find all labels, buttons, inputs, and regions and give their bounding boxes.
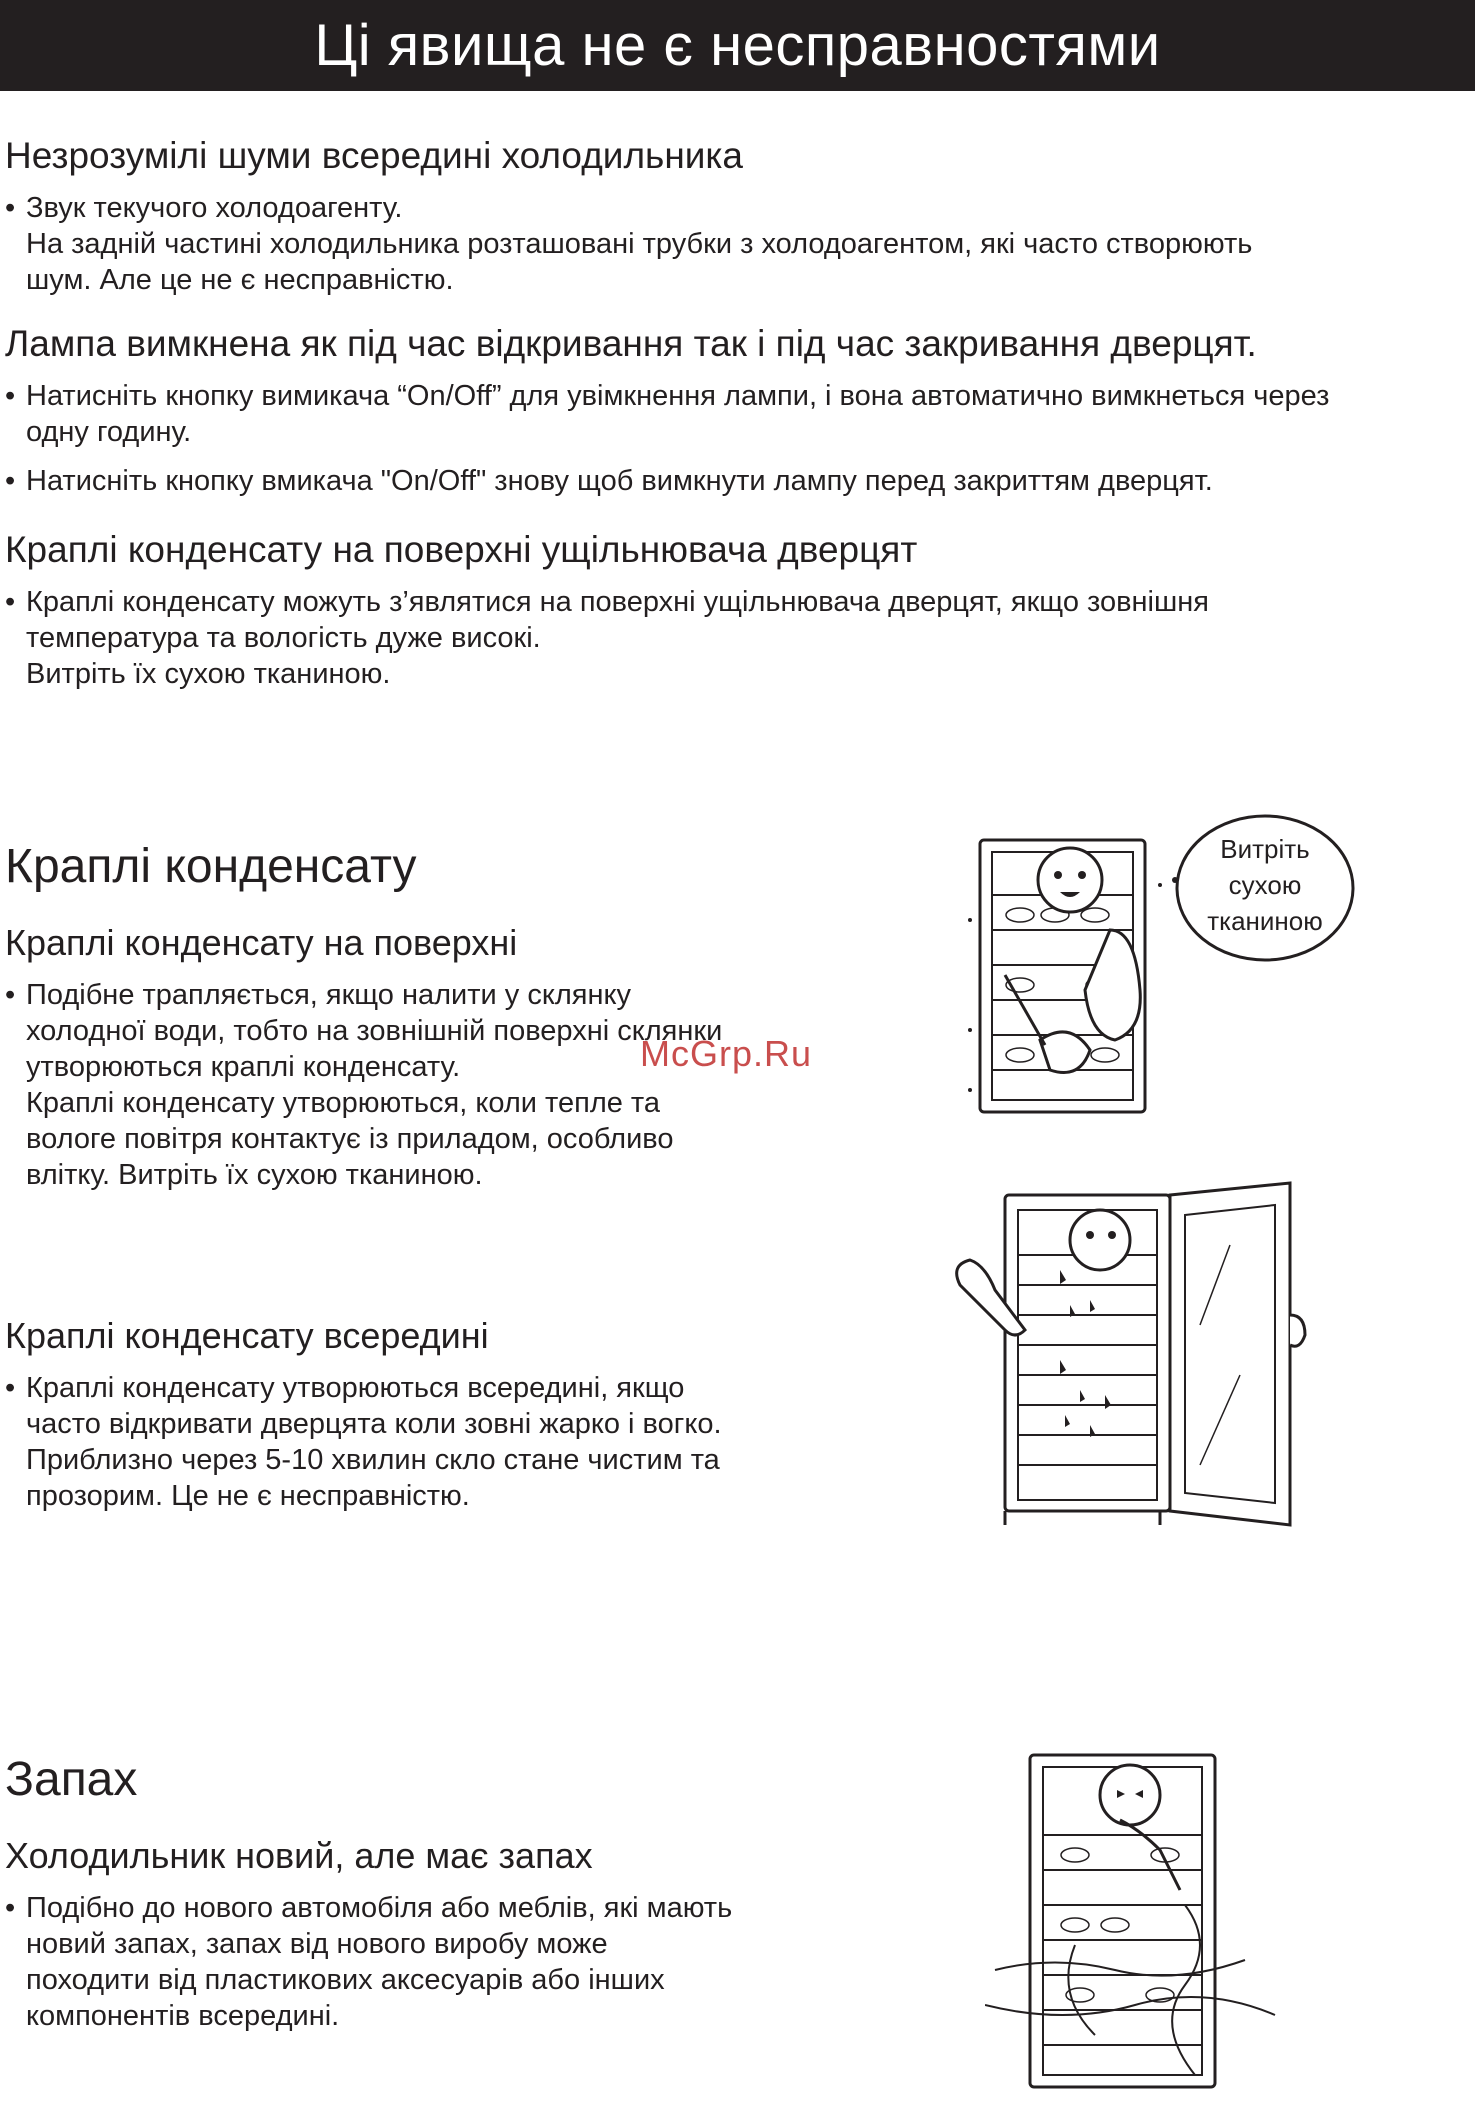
watermark: McGrp.Ru [640, 1033, 813, 1074]
bullet-smell: • Подібно до нового автомобіля або меблів, які мають новий запах, запах від нового виробу може походити від пластикових аксесуарів або інших компонентів всередині. [5, 1892, 733, 2032]
title-bar [0, 0, 1475, 91]
section-heading-noises: Незрозумілі шуми всередині холодильника [5, 135, 743, 176]
waving-hand [957, 1260, 1025, 1335]
bullet-condensation-surface: • Подібне трапляється, якщо налити у склянку холодної води, тобто на зовнішній поверхні склянки утворюються краплі конденсату. Краплі конденсату утворюються, коли тепле та вологе повітря контактує із приладом, особливо влітку. Витріть їх сухою тканиною. [5, 979, 723, 1191]
cooler-shelves [1018, 1255, 1157, 1465]
wiping-cooler-illustration [960, 800, 1360, 1130]
bullet-condensation-inside: • Краплі конденсату утворюються всередині, якщо часто відкривати дверцята коли зовні жарко і вогко. Приблизно через 5-10 хвилин скло стане чистим та прозорим. Це не є несправністю. [5, 1372, 722, 1512]
bubble-line-2: сухою [1228, 870, 1302, 900]
open-door-cooler-illustration [930, 1175, 1310, 1535]
bubble-line-3: тканиною [1207, 906, 1323, 936]
character-face [1070, 1210, 1130, 1270]
smell-cooler-illustration [985, 1745, 1305, 2095]
smell-heading: Холодильник новий, але має запах [5, 1835, 593, 1876]
condensation-title: Краплі конденсату [5, 840, 417, 893]
bubble-line-1: Витріть [1220, 834, 1310, 864]
section-heading-gasket: Краплі конденсату на поверхні ущільнювача дверцят [5, 529, 918, 570]
page-title: Ці явища не є несправностями [314, 13, 1161, 78]
section-heading-lamp: Лампа вимкнена як під час відкривання так і під час закривання дверцят. [5, 323, 1257, 364]
bullet-noises: • Звук текучого холодоагенту. На задній частині холодильника розташовані трубки з холодоагентом, які часто створюють шум. Але це не є несправністю. [5, 192, 1253, 296]
bullet-lamp-off: • Натисніть кнопку вмикача "On/Off" знову щоб вимкнути лампу перед закриттям дверцят. [5, 465, 1213, 497]
smell-title: Запах [5, 1753, 138, 1806]
character-face [1100, 1765, 1160, 1825]
bullet-lamp-on: • Натисніть кнопку вимикача “On/Off” для увімкнення лампи, і вона автоматично вимкнеться через одну годину. [5, 380, 1330, 448]
condensation-inside-heading: Краплі конденсату всередині [5, 1315, 489, 1356]
open-door [1170, 1183, 1290, 1525]
character-face [1038, 848, 1102, 912]
cooler-shelves [1043, 1835, 1202, 2045]
condensation-surface-heading: Краплі конденсату на поверхні [5, 922, 518, 963]
cloth [1085, 930, 1140, 1040]
side-dots [968, 918, 972, 1092]
bullet-gasket: • Краплі конденсату можуть з’являтися на поверхні ущільнювача дверцят, якщо зовнішня температура та вологість дуже високі. Витріть їх сухою тканиною. [5, 586, 1209, 690]
